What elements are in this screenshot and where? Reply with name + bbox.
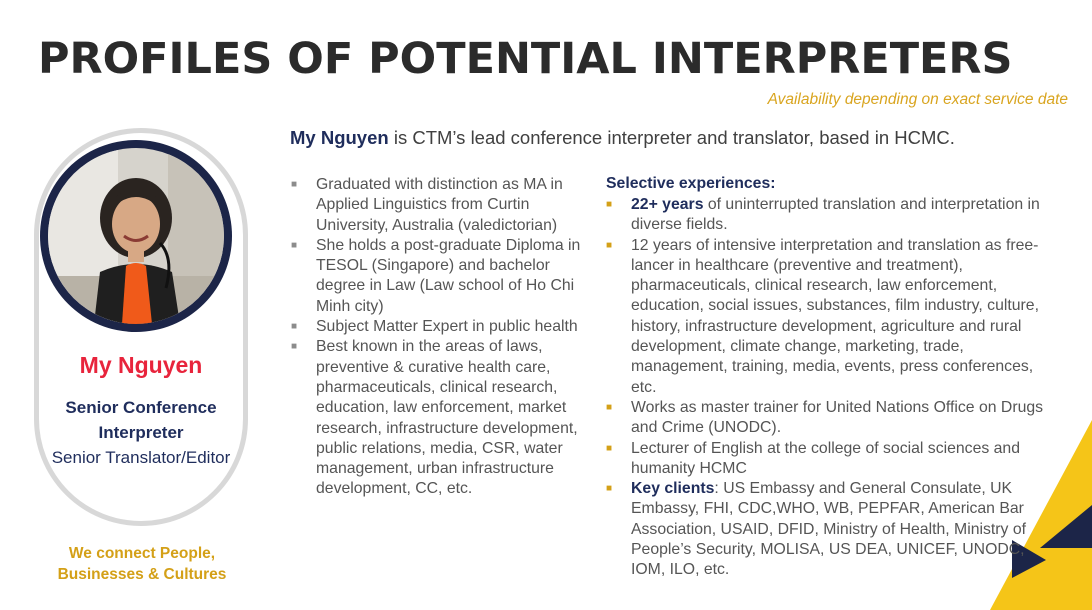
list-item: ■ Works as master trainer for United Nations Office on Drugs and Crime (UNODC). bbox=[606, 398, 1044, 437]
bullet-icon: ■ bbox=[606, 483, 613, 495]
tagline-line-1: We connect People, bbox=[68, 545, 216, 562]
profile-photo bbox=[48, 148, 224, 324]
tagline-line-2: Businesses & Cultures bbox=[57, 566, 227, 583]
bullet-icon: ■ bbox=[291, 179, 298, 190]
bullet-icon: ■ bbox=[606, 239, 613, 251]
list-item: ■ Best known in the areas of laws, preventive & curative health care, pharmaceuticals, clinical research, education, law enforcement, market research, infrastructure development, public relations, media, CSR, water management, urban infrastructure development, CC, etc. bbox=[291, 338, 578, 498]
availability-note: Availability depending on exact service date bbox=[767, 91, 1068, 108]
bullet-icon: ■ bbox=[606, 442, 613, 454]
list-item: ■ 12 years of intensive interpretation and translation as free-lancer in healthcare (preventive and treatment), pharmaceuticals, clinical research, law enforcement, education, social issues, substances, film industry, culture, history, infrastructure development, agriculture and rural development, climate change, marketing, trade, management, training, media, events, press conferences, etc. bbox=[606, 236, 1039, 396]
bullet-icon: ■ bbox=[606, 199, 613, 210]
bullet-icon: ■ bbox=[291, 341, 298, 353]
list-item: ■ Lecturer of English at the college of social sciences and humanity HCMC bbox=[606, 439, 1021, 477]
portrait-illustration bbox=[48, 148, 224, 324]
interpreter-role-secondary: Senior Translator/Editor bbox=[51, 448, 231, 467]
company-tagline bbox=[40, 543, 244, 585]
list-item: ■ Key clients: US Embassy and General Consulate, UK Embassy, FHI, CDC,WHO, WB, PEPFAR, American Bar Association, USAID, DFID, Ministry of Health, Ministry of People’s Security, MOLISA, US DEA, UNICEF, UNODC, IOM, ILO, etc. bbox=[606, 480, 1027, 579]
qualifications-list bbox=[290, 175, 595, 500]
list-item: ■ Subject Matter Expert in public health bbox=[290, 317, 595, 337]
selective-experiences-heading: Selective experiences: bbox=[606, 175, 776, 192]
interpreter-name: My Nguyen bbox=[79, 352, 203, 378]
list-item: ■ Graduated with distinction as MA in Applied Linguistics from Curtin University, Australia (valedictorian) bbox=[291, 176, 563, 234]
list-item: ■ 22+ years of uninterrupted translation and interpretation in diverse fields. bbox=[606, 196, 1040, 234]
intro-sentence bbox=[290, 127, 955, 149]
experiences-list bbox=[605, 195, 1055, 581]
intro-name: My Nguyen bbox=[290, 127, 389, 148]
page-title: PROFILES OF POTENTIAL INTERPRETERS bbox=[38, 34, 1013, 84]
intro-text: is CTM’s lead conference interpreter and translator, based in HCMC. bbox=[388, 127, 955, 148]
interpreter-role-primary: Senior Conference Interpreter bbox=[65, 398, 217, 442]
list-item: ■ She holds a post-graduate Diploma in TESOL (Singapore) and bachelor degree in Law (Law school of Ho Chi Minh city) bbox=[291, 236, 581, 315]
bullet-icon: ■ bbox=[291, 321, 298, 333]
bullet-icon: ■ bbox=[606, 401, 613, 413]
bullet-icon: ■ bbox=[291, 239, 298, 251]
